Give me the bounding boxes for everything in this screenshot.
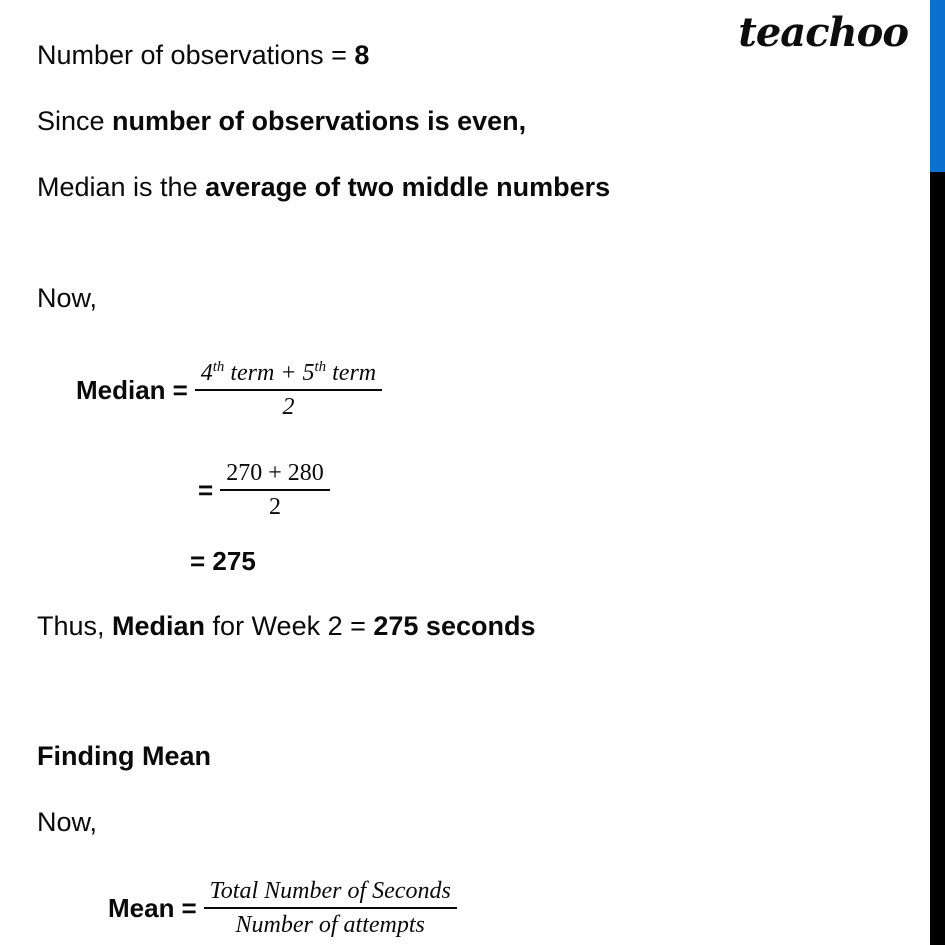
right-edge-blue-bar — [930, 0, 945, 172]
conclusion-bold-median: Median — [112, 611, 206, 641]
numerator-term-a: 4 — [200, 360, 213, 386]
since-bold: number of observations is even, — [112, 106, 527, 136]
median-formula-denominator: 2 — [282, 394, 295, 420]
mean-formula-denominator: Number of attempts — [235, 912, 425, 938]
mean-formula-label: Mean — [108, 892, 175, 923]
conclusion-bold-value: 275 seconds — [373, 611, 536, 641]
numerator-term-a-word: term — [224, 360, 275, 386]
right-edge-black-bar — [930, 172, 945, 945]
since-line — [37, 106, 526, 137]
conclusion-middle: for Week 2 = — [205, 611, 374, 641]
median-substitution — [198, 458, 330, 522]
numerator-plus: + — [274, 360, 303, 386]
observations-line — [37, 40, 369, 71]
median-substitution-numerator: 270 + 280 — [226, 460, 324, 486]
numerator-term-a-ordinal: th — [212, 359, 225, 375]
finding-mean-heading: Finding Mean — [37, 741, 211, 771]
median-rule-prefix: Median is the — [37, 172, 206, 202]
median-formula-numerator — [195, 358, 382, 389]
median-substitution-fraction — [220, 458, 330, 522]
median-formula-fraction — [195, 358, 382, 422]
since-prefix: Since — [37, 106, 113, 136]
median-formula-label: Median — [76, 374, 166, 405]
now-line-1: Now, — [37, 283, 98, 313]
median-formula — [76, 358, 382, 422]
observations-label: Number of observations = — [37, 40, 355, 70]
mean-formula-numerator: Total Number of Seconds — [209, 878, 451, 904]
median-substitution-denominator: 2 — [268, 494, 281, 520]
median-substitution-equals: = — [198, 474, 214, 505]
median-formula-equals: = — [172, 374, 188, 405]
numerator-term-b: 5 — [302, 360, 315, 386]
conclusion-prefix: Thus, — [37, 611, 113, 641]
observations-value: 8 — [354, 40, 370, 70]
mean-formula — [108, 876, 457, 940]
numerator-term-b-ordinal: th — [314, 359, 327, 375]
median-conclusion-line — [37, 611, 535, 642]
mean-formula-fraction — [204, 876, 457, 940]
mean-formula-equals: = — [181, 892, 197, 923]
teachoo-logo: teachoo — [738, 9, 908, 56]
median-rule-line — [37, 172, 610, 203]
median-rule-bold: average of two middle numbers — [205, 172, 611, 202]
numerator-term-b-word: term — [326, 360, 377, 386]
now-line-2: Now, — [37, 807, 98, 837]
median-result: = 275 — [190, 546, 256, 576]
